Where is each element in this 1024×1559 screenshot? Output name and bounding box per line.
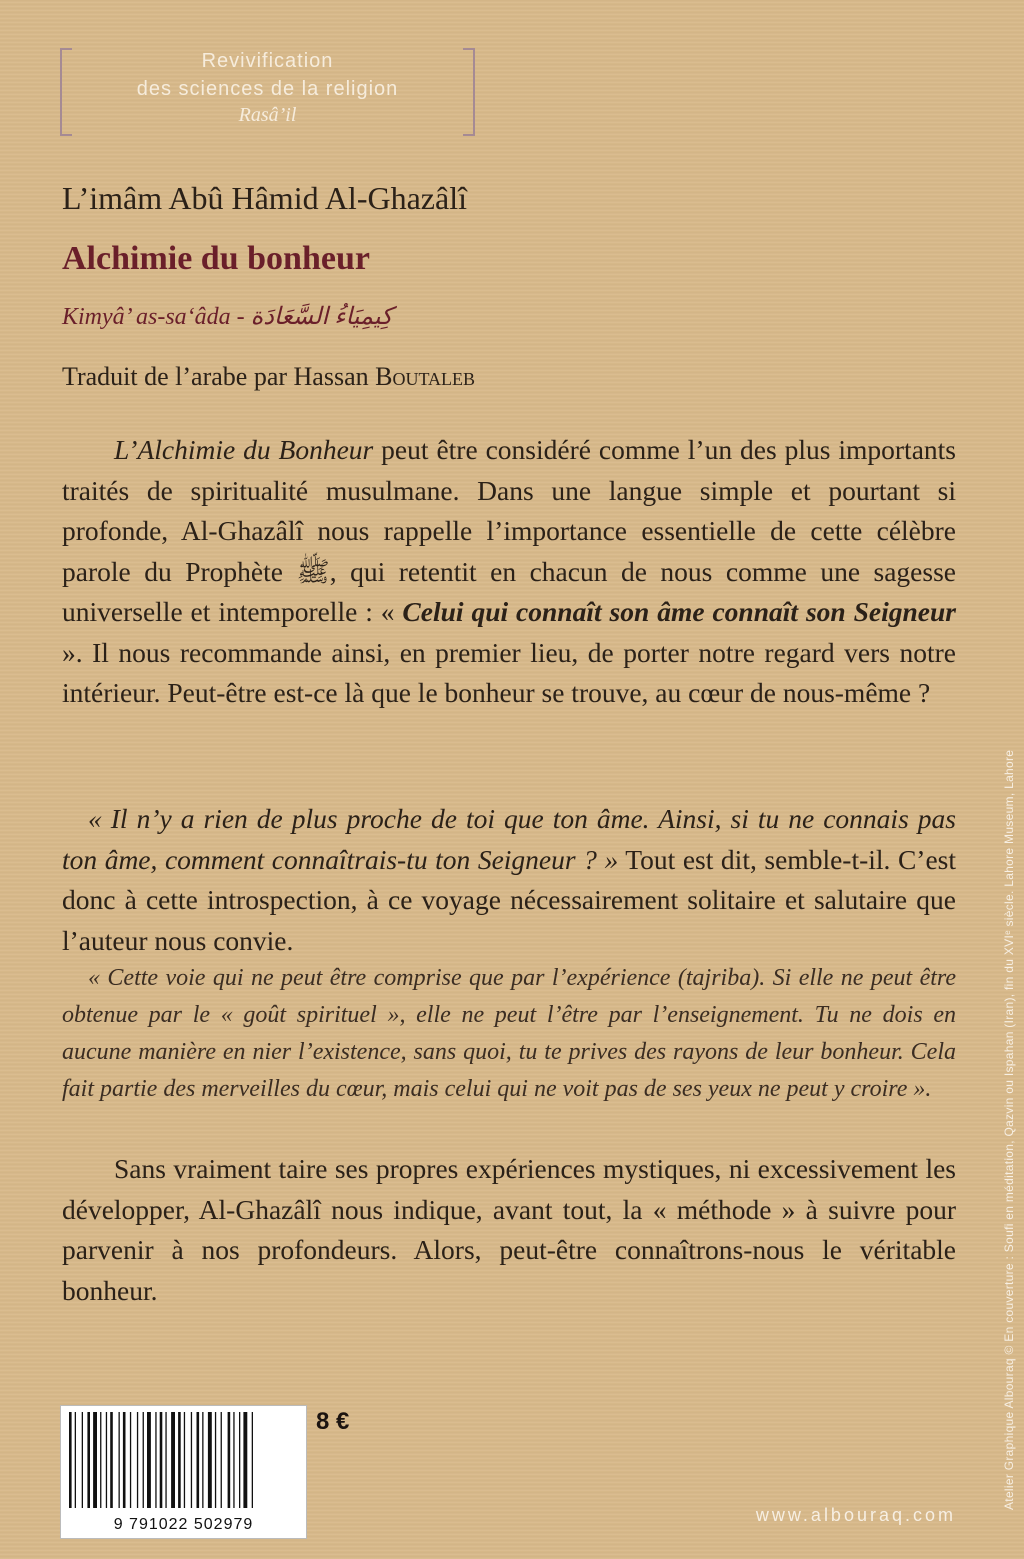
book-subtitle: Kimyâ’ as-sa‘âda - كِيمِيَاءُ السَّعَادَة bbox=[62, 304, 393, 330]
barcode-number: 9 791022 502979 bbox=[113, 1516, 254, 1533]
author-name: L’imâm Abû Hâmid Al-Ghazâlî bbox=[62, 180, 467, 216]
p2-text: Tout est dit, semble-t-il. C’est donc à cette introspection, à ce voyage nécessairement solitaire et salutaire que l’auteur nous convie. bbox=[62, 843, 956, 956]
paragraph-2 bbox=[62, 799, 956, 961]
series-block bbox=[60, 48, 475, 132]
p1-quote: Celui qui connaît son âme connaît son Seigneur bbox=[402, 596, 956, 627]
side-credit: Atelier Graphique Albouraq © En couverture : Soufi en méditation, Qazvin ou Ispahan (Iran), fin du XVIᵉ siècle. Lahore Museum, Lahore bbox=[1002, 749, 1016, 1510]
barcode-bars bbox=[67, 1412, 300, 1510]
website-url[interactable]: www.albouraq.com bbox=[755, 1505, 956, 1525]
paragraph-4: Sans vraiment taire ses propres expériences mystiques, ni excessivement les développer, Al-Ghazâlî nous indique, avant tout, la « méthode » à suivre pour parvenir à nos profondeurs. Alors, peut-être connaîtrons-nous le véritable bonheur. bbox=[62, 1153, 956, 1306]
series-line-3: Rasâ’il bbox=[238, 104, 297, 126]
p1-text-a: peut être considéré comme l’un des plus importants traités de spiritualité musulmane. Dans une langue simple et pourtant si profonde, Al-Ghazâlî nous rappelle l’importance essentielle de cette célèbre parole du Prophète ﷺ, qui retentit en chacun de nous comme une sagesse universelle et intemporelle : « bbox=[62, 434, 957, 627]
translator-prefix: Traduit de l’arabe par Hassan bbox=[62, 362, 376, 391]
price: 8 € bbox=[316, 1408, 350, 1435]
barcode bbox=[60, 1405, 307, 1539]
book-title: Alchimie du bonheur bbox=[62, 240, 370, 277]
paragraph-3-quote: « Cette voie qui ne peut être comprise que par l’expérience (tajriba). Si elle ne peut être obtenue par le « goût spirituel », elle ne peut l’être par l’enseignement. Tu ne dois en aucune manière en nier l’existence, sans quoi, tu te prives des rayons de leur bonheur. Cela fait partie des merveilles du cœur, mais celui qui ne voit pas de ses yeux ne peut y croire ». bbox=[62, 965, 956, 1102]
p1-title: L’Alchimie du Bonheur bbox=[114, 434, 374, 465]
paragraph-1 bbox=[62, 430, 956, 714]
p2-quote: « Il n’y a rien de plus proche de toi que ton âme. Ainsi, si tu ne connais pas ton âme, comment connaîtrais-tu ton Seigneur ? » bbox=[62, 803, 956, 875]
series-line-2: des sciences de la religion bbox=[136, 78, 399, 100]
translator-credit bbox=[62, 362, 475, 392]
series-line-1: Revivification bbox=[201, 50, 334, 72]
p1-text-b: ». Il nous recommande ainsi, en premier lieu, de porter notre regard vers notre intérieur. Peut-être est-ce là que le bonheur se trouve, au cœur de nous-même ? bbox=[62, 636, 956, 708]
translator-surname: Boutaleb bbox=[375, 362, 475, 391]
